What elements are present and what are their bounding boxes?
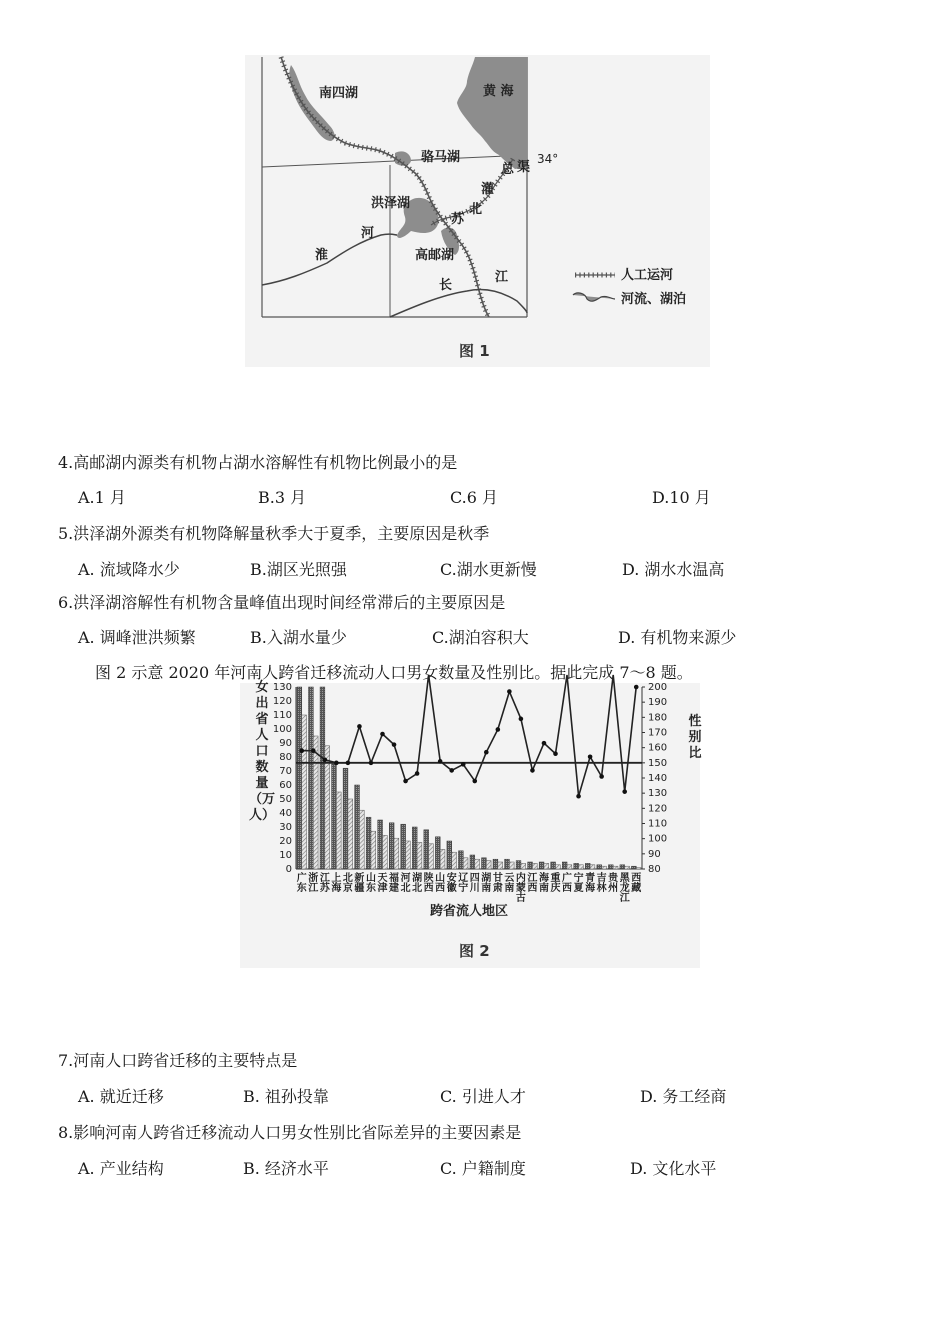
question-5-option-c: C.湖水更新慢	[440, 560, 537, 579]
x-tick-label: 建	[389, 883, 400, 894]
left-tick-label: 130	[272, 682, 292, 693]
question-5-option-d: D. 湖水水温高	[622, 560, 725, 579]
left-axis-title-char: 出	[255, 696, 269, 711]
bar-female	[313, 736, 318, 869]
bar-male	[620, 865, 625, 869]
bar-female	[302, 715, 307, 869]
right-tick-label: 100	[648, 833, 668, 845]
sex-ratio-point	[519, 717, 524, 722]
bar-female	[521, 863, 526, 869]
sex-ratio-point	[507, 689, 512, 694]
figure2-chart	[240, 680, 702, 923]
x-tick-label: 南	[538, 883, 549, 894]
label-hongze-lake: 洪泽湖	[371, 196, 411, 211]
grand-canal	[281, 57, 489, 317]
question-8-option-b: B. 经济水平	[243, 1159, 329, 1178]
bar-female	[417, 842, 422, 869]
question-4-option-d: D.10 月	[652, 488, 711, 507]
question-5-option-b: B.湖区光照强	[250, 560, 347, 579]
question-4-stem: 4.高邮湖内源类有机物占湖水溶解性有机物比例最小的是	[58, 453, 458, 472]
bar-male	[482, 858, 487, 869]
right-tick-label: 160	[648, 742, 668, 754]
sex-ratio-point	[438, 759, 443, 764]
x-tick-label: 广	[562, 873, 573, 884]
sex-ratio-point	[369, 761, 374, 766]
grand-canal-ticks	[281, 57, 489, 317]
bar-male	[435, 837, 440, 869]
x-tick-label: 蒙	[515, 883, 526, 894]
right-tick-label: 130	[648, 788, 668, 800]
left-axis-title-char: 量	[255, 776, 269, 791]
left-tick-label: 10	[279, 850, 292, 861]
left-axis-title-char: 人）	[248, 808, 276, 823]
bar-female	[509, 862, 514, 869]
label-gaoyou-lake: 高邮湖	[415, 248, 455, 263]
right-axis-title-char: 性	[688, 714, 702, 729]
x-tick-label: 东	[365, 883, 376, 894]
label-jiang: 江	[495, 270, 509, 285]
bar-male	[551, 862, 556, 869]
x-tick-label: 黑	[619, 873, 630, 884]
left-tick-label: 50	[279, 794, 292, 805]
x-tick-label: 青	[585, 873, 596, 884]
bar-male	[320, 687, 325, 869]
right-axis-title-char: 比	[688, 746, 702, 761]
left-tick-label: 60	[279, 780, 292, 791]
x-tick-label: 东	[296, 883, 307, 894]
bar-female	[336, 792, 341, 869]
sex-ratio-point	[392, 742, 397, 747]
bar-male	[631, 866, 636, 869]
x-tick-label: 江	[308, 883, 319, 894]
left-tick-label: 100	[272, 724, 292, 735]
left-axis-title-char: 省	[255, 712, 269, 727]
legend-river-lake-label: 河流、湖泊	[621, 292, 687, 307]
legend-river-lake-symbol	[573, 293, 615, 301]
x-tick-label: 上	[331, 873, 342, 884]
right-tick-label: 200	[648, 682, 668, 693]
x-tick-label: 江	[619, 893, 630, 904]
left-axis-title-char: 口	[255, 744, 269, 759]
x-tick-label: 南	[481, 883, 492, 894]
left-axis-title-char: （万	[248, 792, 276, 807]
x-tick-label: 龙	[619, 883, 630, 894]
sex-ratio-point	[576, 794, 581, 799]
label-qu: 渠	[517, 160, 531, 175]
label-yellow-sea: 黄 海	[483, 84, 514, 99]
bar-male	[574, 863, 579, 869]
bar-female	[532, 863, 537, 869]
x-tick-label: 宁	[573, 873, 584, 884]
figure1-map	[245, 55, 710, 345]
bar-female	[556, 865, 561, 869]
bar-female	[636, 868, 641, 869]
x-tick-label: 北	[342, 873, 353, 884]
bar-male	[355, 785, 360, 869]
figure2-intro: 图 2 示意 2020 年河南人跨省迁移流动人口男女数量及性别比。据此完成 7～8 题。	[95, 663, 693, 682]
x-tick-label: 河	[400, 873, 411, 884]
question-7-stem: 7.河南人口跨省迁移的主要特点是	[58, 1051, 298, 1070]
sex-ratio-line	[302, 675, 636, 796]
x-tick-label: 江	[319, 873, 330, 884]
bar-female	[463, 858, 468, 869]
right-tick-label: 120	[648, 803, 668, 815]
sex-ratio-point	[403, 779, 408, 784]
left-tick-label: 70	[279, 766, 292, 777]
yellow-sea	[457, 57, 527, 169]
x-tick-label: 吉	[596, 873, 607, 884]
question-6-option-d: D. 有机物来源少	[618, 628, 737, 647]
x-tick-label: 林	[596, 883, 607, 894]
left-axis-title-char: 女	[255, 680, 269, 695]
x-tick-label: 新	[354, 873, 365, 884]
bar-male	[366, 817, 371, 869]
bar-female	[567, 865, 572, 869]
bar-female	[625, 866, 630, 869]
sex-ratio-point	[323, 758, 328, 763]
label-luoma-lake: 骆马湖	[421, 150, 461, 165]
sex-ratio-point	[334, 761, 339, 766]
sex-ratio-point	[553, 751, 558, 756]
x-tick-label: 甘	[492, 873, 503, 884]
sex-ratio-point	[449, 768, 454, 773]
question-5-option-a: A. 流域降水少	[78, 560, 180, 579]
bar-female	[579, 865, 584, 869]
right-tick-label: 140	[648, 773, 668, 784]
question-7-option-c: C. 引进人才	[440, 1087, 526, 1106]
x-tick-label: 重	[550, 873, 561, 884]
x-tick-label: 藏	[631, 883, 642, 894]
bar-female	[371, 831, 376, 869]
question-6-option-a: A. 调峰泄洪频繁	[78, 628, 196, 647]
x-tick-label: 海	[585, 883, 596, 894]
bar-female	[383, 835, 388, 869]
label-guan: 灌	[481, 182, 495, 197]
bar-male	[458, 851, 463, 869]
x-tick-label: 山	[365, 873, 376, 884]
yangtze-river	[390, 289, 527, 317]
x-tick-label: 海	[331, 883, 342, 894]
question-7-option-d: D. 务工经商	[640, 1087, 727, 1106]
x-tick-label: 津	[377, 883, 388, 894]
x-tick-label: 徽	[446, 883, 457, 894]
x-tick-label: 贵	[608, 873, 619, 884]
left-tick-label: 40	[279, 808, 292, 819]
left-axis-title-char: 数	[255, 760, 269, 775]
sex-ratio-point	[484, 750, 489, 755]
label-huai: 淮	[315, 248, 329, 263]
x-tick-label: 古	[515, 893, 526, 904]
left-tick-label: 120	[272, 696, 292, 707]
bar-female	[602, 866, 607, 869]
sex-ratio-point	[622, 789, 627, 794]
question-5-stem: 5.洪泽湖外源类有机物降解量秋季大于夏季，主要原因是秋季	[58, 524, 490, 543]
x-tick-label: 福	[389, 873, 400, 884]
right-tick-label: 80	[648, 864, 661, 875]
bar-male	[505, 859, 510, 869]
question-7-option-b: B. 祖孙投靠	[243, 1087, 329, 1106]
left-tick-label: 30	[279, 822, 292, 833]
label-nansi-lake: 南四湖	[319, 86, 359, 101]
sex-ratio-point	[634, 685, 639, 690]
right-tick-label: 110	[648, 818, 668, 830]
bar-male	[332, 764, 337, 869]
bar-male	[516, 861, 521, 869]
bar-female	[475, 859, 480, 869]
bar-male	[424, 830, 429, 869]
bar-male	[378, 820, 383, 869]
right-tick-label: 150	[648, 757, 668, 769]
sex-ratio-point	[530, 768, 535, 773]
bar-male	[401, 824, 406, 869]
x-tick-label: 北	[400, 883, 411, 894]
bar-female	[486, 861, 491, 869]
x-tick-label: 浙	[308, 873, 319, 884]
label-zong: 总	[501, 162, 515, 177]
bar-male	[562, 862, 567, 869]
sex-ratio-point	[380, 732, 385, 737]
x-tick-label: 广	[296, 873, 307, 884]
x-tick-label: 安	[446, 873, 457, 884]
sex-ratio-point	[415, 771, 420, 776]
left-tick-label: 110	[272, 710, 292, 721]
question-8-option-c: C. 户籍制度	[440, 1159, 526, 1178]
x-tick-label: 山	[435, 873, 446, 884]
bar-male	[297, 687, 302, 869]
right-tick-label: 180	[648, 712, 668, 724]
x-tick-label: 湖	[412, 873, 423, 884]
right-axis-title-char: 别	[688, 730, 702, 745]
bar-female	[613, 866, 618, 869]
x-tick-label: 北	[412, 883, 423, 894]
bar-male	[493, 859, 498, 869]
bar-male	[608, 865, 613, 869]
x-tick-label: 川	[469, 883, 480, 894]
x-tick-label: 云	[504, 873, 515, 884]
bar-female	[498, 862, 503, 869]
question-7-option-a: A. 就近迁移	[78, 1087, 164, 1106]
bar-female	[406, 841, 411, 869]
sex-ratio-point	[299, 748, 304, 753]
x-axis-title: 跨省流人地区	[429, 904, 509, 919]
bar-female	[544, 863, 549, 869]
question-8-stem: 8.影响河南人跨省迁移流动人口男女性别比省际差异的主要因素是	[58, 1123, 522, 1142]
question-4-option-a: A.1 月	[78, 488, 126, 507]
question-6-option-c: C.湖泊容积大	[432, 628, 529, 647]
sex-ratio-point	[346, 761, 351, 766]
bar-female	[348, 799, 353, 869]
x-tick-label: 辽	[458, 873, 469, 884]
question-8-option-d: D. 文化水平	[630, 1159, 717, 1178]
x-tick-label: 西	[423, 883, 434, 894]
question-8-option-a: A. 产业结构	[78, 1159, 164, 1178]
x-tick-label: 四	[469, 873, 480, 884]
x-tick-label: 陕	[423, 873, 434, 884]
bar-female	[452, 852, 457, 869]
bar-male	[389, 823, 394, 869]
x-tick-label: 内	[515, 873, 526, 884]
legend-canal-label: 人工运河	[621, 268, 674, 283]
label-he: 河	[361, 226, 375, 241]
bar-female	[440, 849, 445, 869]
x-tick-label: 湖	[481, 873, 492, 884]
x-tick-label: 西	[527, 883, 538, 894]
question-4-option-c: C.6 月	[450, 488, 499, 507]
bar-female	[325, 746, 330, 869]
label-chang: 长	[439, 278, 453, 293]
right-tick-label: 190	[648, 697, 668, 709]
x-tick-label: 南	[504, 883, 515, 894]
question-4-option-b: B.3 月	[258, 488, 307, 507]
x-tick-label: 江	[527, 873, 538, 884]
x-tick-label: 夏	[573, 883, 584, 894]
left-tick-label: 90	[279, 738, 292, 749]
label-su: 苏	[451, 212, 465, 227]
figure2-caption: 图 2	[459, 942, 490, 960]
bar-male	[585, 863, 590, 869]
sex-ratio-point	[311, 748, 316, 753]
bar-male	[528, 862, 533, 869]
left-axis-title-char: 人	[255, 728, 269, 743]
x-tick-label: 海	[538, 873, 549, 884]
x-tick-label: 西	[562, 883, 573, 894]
left-tick-label: 0	[285, 864, 292, 875]
x-tick-label: 京	[342, 883, 353, 894]
bar-male	[597, 865, 602, 869]
bar-male	[412, 827, 417, 869]
sex-ratio-point	[588, 754, 593, 759]
x-tick-label: 肃	[492, 883, 503, 894]
left-tick-label: 20	[279, 836, 292, 847]
x-tick-label: 苏	[319, 883, 330, 894]
sex-ratio-point	[357, 724, 362, 729]
left-tick-label: 80	[279, 752, 292, 763]
sex-ratio-point	[461, 762, 466, 767]
label-bei: 北	[469, 202, 483, 217]
bar-female	[590, 865, 595, 869]
figure1-caption: 图 1	[459, 342, 490, 360]
sex-ratio-point	[599, 774, 604, 779]
huai-river	[262, 234, 397, 285]
question-6-stem: 6.洪泽湖溶解性有机物含量峰值出现时间经常滞后的主要原因是	[58, 593, 506, 612]
map-grid-lat34	[262, 155, 527, 167]
x-tick-label: 宁	[458, 883, 469, 894]
sex-ratio-point	[472, 779, 477, 784]
bar-male	[539, 862, 544, 869]
bar-male	[447, 841, 452, 869]
bar-female	[359, 810, 364, 869]
bar-male	[309, 687, 314, 869]
bar-female	[429, 844, 434, 869]
bar-male	[343, 768, 348, 869]
x-tick-label: 庆	[550, 883, 561, 894]
bar-male	[470, 855, 475, 869]
x-tick-label: 疆	[354, 883, 365, 894]
x-tick-label: 西	[435, 883, 446, 894]
right-tick-label: 170	[648, 727, 668, 739]
right-tick-label: 90	[648, 848, 661, 860]
sex-ratio-point	[542, 741, 547, 746]
x-tick-label: 天	[377, 873, 388, 884]
sex-ratio-point	[496, 727, 501, 732]
x-tick-label: 西	[631, 873, 642, 884]
x-tick-label: 州	[608, 883, 619, 894]
bar-female	[394, 838, 399, 869]
label-lat-34: 34°	[537, 152, 559, 166]
question-6-option-b: B.入湖水量少	[250, 628, 347, 647]
